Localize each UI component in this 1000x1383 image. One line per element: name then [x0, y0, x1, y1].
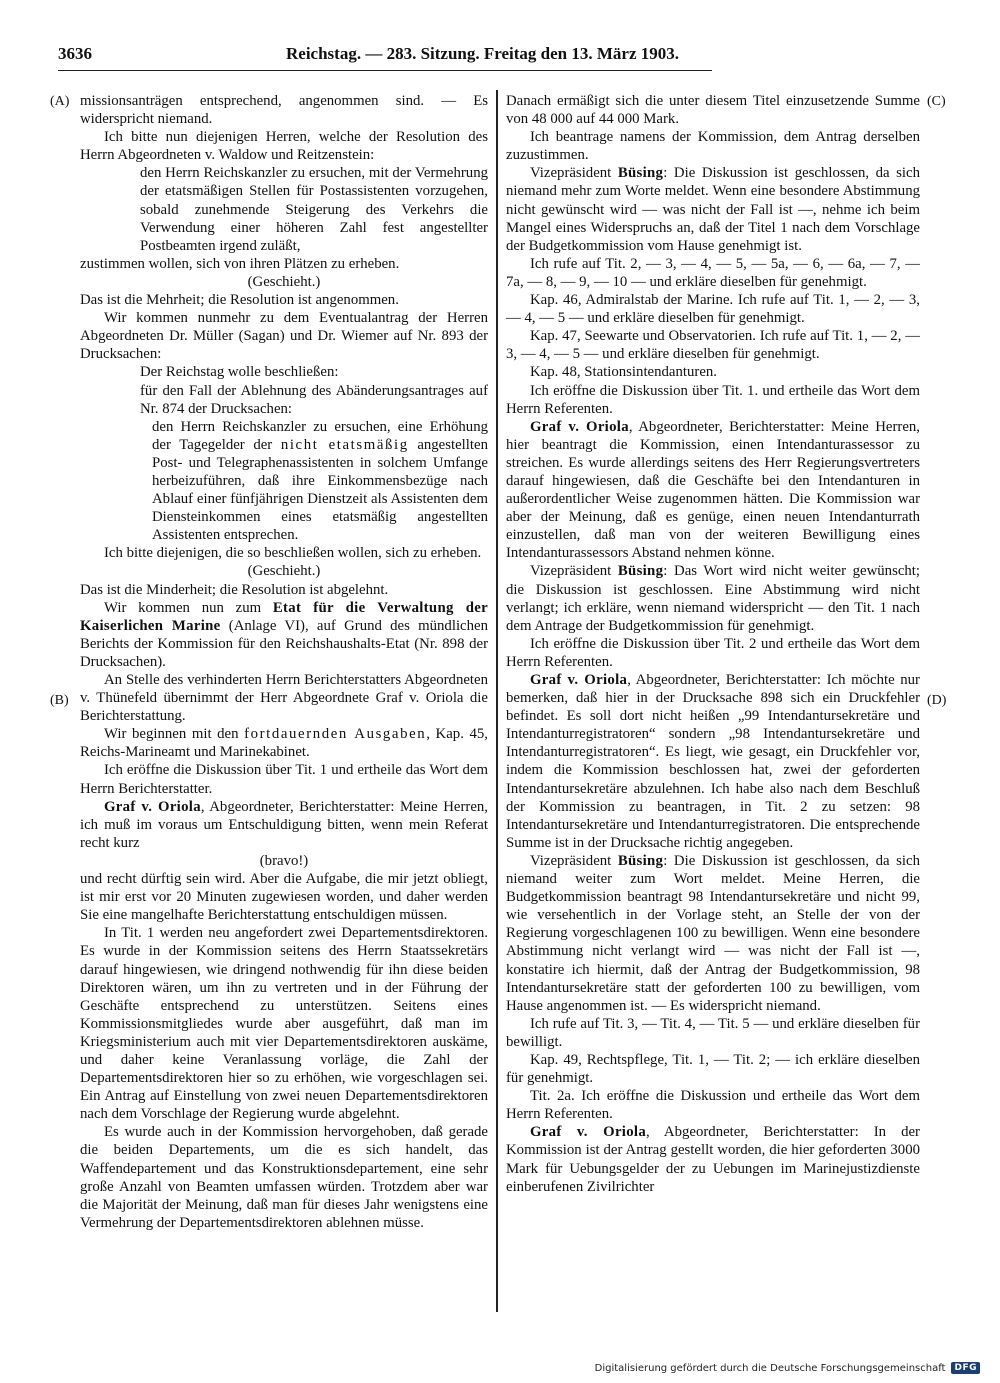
- paragraph: missionsanträgen entsprechend, angenommen sind. — Es widerspricht niemand.: [80, 93, 488, 128]
- stage-direction: (bravo!): [259, 852, 309, 869]
- margin-mark-b: (B): [50, 693, 69, 708]
- paragraph: Kap. 48, Stationsintendanturen.: [530, 364, 717, 381]
- funding-note: Digitalisierung gefördert durch die Deutsche Forschungsgemeinschaft: [594, 1362, 946, 1374]
- speech: Vizepräsident Büsing: Die Diskussion ist geschlossen, da sich niemand mehr zum Worte meldet. Wenn eine besondere Abstimmung nicht gewünscht wird — was nicht der Fall ist —, nehme ich beim Mangel eines Widerspruchs an, daß der Titel 1 nach dem Vorschlage der Budgetkommission vom Hause genehmigt ist.: [506, 165, 920, 254]
- paragraph: Es wurde auch in der Kommission hervorgehoben, daß gerade die beiden Departements, um die es sich handelt, das Waffendepartement und das Konstruktionsdepartement, eine sehr große Anzahl von Beamten umfassen würden. Trotzdem aber war die Majorität der Meinung, daß man für dieses Jahr wenigstens eine Vermehrung der Departementsdirektoren ablehnen müsse.: [80, 1124, 488, 1231]
- paragraph: Das ist die Minderheit; die Resolution ist abgelehnt.: [80, 581, 389, 598]
- speaker-name: Graf v. Oriola: [104, 798, 201, 815]
- left-column: [80, 92, 488, 1312]
- paragraph: Wir kommen nun zum Etat für die Verwaltung der Kaiserlichen Marine (Anlage VI), auf Grund des mündlichen Berichts der Kommission für den Reichshaushalts-Etat (Nr. 898 der Drucksachen).: [80, 599, 488, 670]
- dfg-logo: DFG: [951, 1362, 980, 1374]
- header-rule: [58, 70, 712, 71]
- speech: Graf v. Oriola, Abgeordneter, Berichterstatter: Meine Herren, hier beantragt die Kommission, einen Intendanturassessor zu streichen. Es wurde allerdings seitens des Herr Regierungsvertreters darauf hingewiesen, daß die Geschäfte bei den Intendanturen in außerordentlicher Weise zugenommen hätten. Die Kommission war aber der Meinung, daß es genüge, einen neuen Intendanturrath einzustellen, daß man von der weiteren Bewilligung eines Intendanturassessors Abstand nehmen könne.: [506, 418, 920, 562]
- paragraph: Kap. 47, Seewarte und Observatorien. Ich rufe auf Tit. 1, — 2, — 3, — 4, — 5 — und erkläre dieselben für genehmigt.: [506, 328, 920, 363]
- speaker-name: Büsing: [617, 165, 664, 182]
- column-divider: [496, 90, 498, 1312]
- margin-mark-c: (C): [927, 94, 946, 109]
- speech: Graf v. Oriola, Abgeordneter, Berichterstatter: In der Kommission ist der Antrag gestellt worden, die hier geforderten 3000 Mark für Uebungsgelder der zu Uebungen im Marinejustizdienste einberufenen Zivilrichter: [506, 1124, 920, 1195]
- margin-mark-a: (A): [50, 94, 70, 109]
- paragraph: Kap. 46, Admiralstab der Marine. Ich rufe auf Tit. 1, — 2, — 3, — 4, — 5 — und erkläre dieselben für genehmigt.: [506, 292, 920, 327]
- paragraph: An Stelle des verhinderten Herrn Berichterstatters Abgeordneten v. Thünefeld übernimmt der Herr Abgeordnete Graf v. Oriola die Berichterstattung.: [80, 672, 488, 725]
- quoted-motion: Der Reichstag wolle beschließen:: [140, 364, 339, 381]
- paragraph: Danach ermäßigt sich die unter diesem Titel einzusetzende Summe von 48 000 auf 44 000 Mark.: [506, 93, 920, 128]
- speech: Vizepräsident Büsing: Die Diskussion ist geschlossen, da sich niemand weiter zum Wort meldet. Meine Herren, die Budgetkommission beantragt 98 Intendantursekretäre und nicht 99, wie versehentlich in der Vorlage steht, an Stelle der von der Regierung vorgeschlagenen 100 zu bewilligen. Wenn eine besondere Abstimmung nicht verlangt wird — was nicht der Fall ist —, konstatire ich hiermit, daß der Antrag der Budgetkommission, 98 Intendantursekretäre statt der geforderten 100 zu bewilligen, vom Hause angenommen ist. — Es widerspricht niemand.: [506, 852, 920, 1014]
- running-head: [58, 40, 712, 70]
- paragraph: und recht dürftig sein wird. Aber die Aufgabe, die mir jetzt obliegt, ist mir erst vor 20 Minuten zugewiesen worden, und daher werden Sie eine mangelhafte Berichterstattung entschuldigen müssen.: [80, 871, 488, 924]
- paragraph: Ich beantrage namens der Kommission, dem Antrag derselben zuzustimmen.: [506, 129, 920, 164]
- speech: Graf v. Oriola, Abgeordneter, Berichterstatter: Meine Herren, ich muß im voraus um Entschuldigung bitten, wenn mein Referat recht kurz: [80, 798, 488, 851]
- paragraph: Ich rufe auf Tit. 2, — 3, — 4, — 5, — 5a, — 6, — 6a, — 7, — 7a, — 8, — 9, — 10 — und erkläre dieselben für genehmigt.: [506, 255, 920, 290]
- paragraph: Ich rufe auf Tit. 3, — Tit. 4, — Tit. 5 — und erkläre dieselben für bewilligt.: [506, 1015, 920, 1050]
- page-title: Reichstag. — 283. Sitzung. Freitag den 13. März 1903.: [286, 44, 680, 63]
- paragraph: Ich eröffne die Diskussion über Tit. 1 und ertheile das Wort dem Herrn Berichterstatter.: [80, 762, 488, 797]
- speaker-name: Büsing: [617, 852, 664, 869]
- speaker-name: Graf v. Oriola: [530, 1124, 647, 1141]
- speech: Vizepräsident Büsing: Das Wort wird nicht weiter gewünscht; die Diskussion ist geschlossen. Eine Abstimmung wird nicht verlangt; ich erkläre, wenn niemand widerspricht — den Tit. 1 nach dem Antrage der Budgetkommission für genehmigt.: [506, 563, 920, 634]
- stage-direction: (Geschieht.): [247, 563, 321, 580]
- paragraph: In Tit. 1 werden neu angefordert zwei Departementsdirektoren. Es wurde in der Kommission seitens des Herrn Staatssekretärs darauf hingewiesen, wie dringend nothwendig für ihn diese beiden Direktoren wären, um ihn zu vertreten und in der Führung der Geschäfte entsprechend zu unterstützen. Seitens eines Kommissionsmitgliedes wurde aber ausgeführt, daß man im Kriegsministerium auch mit vier Departementsdirektoren auskäme, und daher keine Veranlassung vorläge, die Zahl der Departementsdirektoren hier so zu erhöhen, wie vorgeschlagen sei. Ein Antrag auf Einstellung von zwei neuen Departementsdirektoren nach dem Vorschlage der Regierung wurde abgelehnt.: [80, 925, 488, 1123]
- funding-footer: [595, 1360, 980, 1376]
- quoted-motion: für den Fall der Ablehnung des Abänderungsantrages auf Nr. 874 der Drucksachen:: [140, 382, 488, 417]
- quoted-motion: den Herrn Reichskanzler zu ersuchen, eine Erhöhung der Tagegelder der nicht etatsmäßig angestellten Post- und Telegraphenassistenten in solchem Umfange herbeizuführen, daß ihre Einkommensbezüge nach Ablauf einer fünfjährigen Dienstzeit als Assistenten dem Diensteinkommen eines etatsmäßig angestellten Assistenten entsprechen.: [152, 418, 488, 544]
- speaker-name: Büsing: [617, 563, 664, 580]
- paragraph: Wir beginnen mit den fortdauernden Ausgaben, Kap. 45, Reichs-Marineamt und Marinekabinet.: [80, 726, 488, 761]
- paragraph: Kap. 49, Rechtspflege, Tit. 1, — Tit. 2; — ich erkläre dieselben für genehmigt.: [506, 1051, 920, 1087]
- quoted-resolution: den Herrn Reichskanzler zu ersuchen, mit der Vermehrung der etatsmäßigen Stellen für Postassistenten vorzugehen, sobald zunehmende Steigerung des Verkehrs die Verwendung einer höheren Zahl fest angestellter Postbeamten irgend zuläßt,: [140, 165, 488, 254]
- paragraph: Ich bitte diejenigen, die so beschließen wollen, sich zu erheben.: [104, 545, 482, 562]
- paragraph: Ich bitte nun diejenigen Herren, welche der Resolution des Herrn Abgeordneten v. Waldow und Reitzenstein:: [80, 129, 488, 164]
- margin-mark-d: (D): [927, 693, 947, 708]
- speaker-name: Graf v. Oriola: [530, 672, 628, 688]
- speaker-name: Graf v. Oriola: [530, 418, 629, 435]
- stage-direction: (Geschieht.): [247, 273, 321, 290]
- paragraph: zustimmen wollen, sich von ihren Plätzen zu erheben.: [80, 255, 400, 272]
- paragraph: Ich eröffne die Diskussion über Tit. 2 und ertheile das Wort dem Herrn Referenten.: [506, 635, 920, 670]
- right-column: [506, 92, 920, 1312]
- paragraph: Das ist die Mehrheit; die Resolution ist angenommen.: [80, 292, 399, 309]
- page-number: 3636: [58, 44, 92, 63]
- speech: Graf v. Oriola, Abgeordneter, Berichterstatter: Ich möchte nur bemerken, daß hier in der Drucksache 898 sich ein Druckfehler befindet. Es soll dort nicht heißen „99 Intendantursekretäre und Intendanturregistratoren“ sondern „98 Intendantursekretäre und Intendanturregistratoren“. Es liegt, wie gesagt, ein Druckfehler vor, indem die Kommission beschlossen hat, zwei der geforderten Intendantursekretäre abzulehnen. Ich habe also nach dem Beschluß der Kommission zu beantragen, in Tit. 2 zu setzen: 98 Intendantursekretäre und Intendanturregistratoren. Die entsprechende Summe ist in der Drucksache richtig angegeben.: [506, 672, 920, 851]
- paragraph: Wir kommen nunmehr zu dem Eventualantrag der Herren Abgeordneten Dr. Müller (Sagan) und Dr. Wiemer auf Nr. 893 der Drucksachen:: [80, 310, 488, 363]
- paragraph: Tit. 2a. Ich eröffne die Diskussion und ertheile das Wort dem Herrn Referenten.: [506, 1088, 920, 1123]
- paragraph: Ich eröffne die Diskussion über Tit. 1. und ertheile das Wort dem Herrn Referenten.: [506, 382, 920, 417]
